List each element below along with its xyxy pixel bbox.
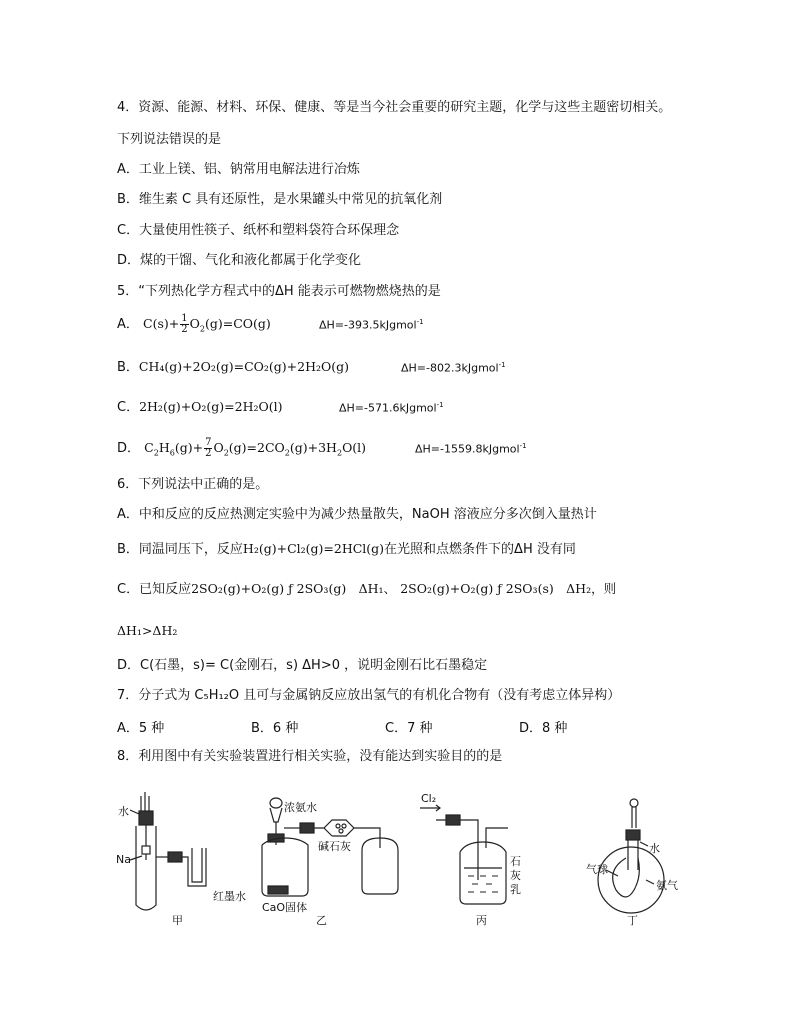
bing-lime-label-3: 乳	[510, 883, 521, 896]
q5-option-b: B．CH₄(g)+2O₂(g)=CO₂(g)+2H₂O(g)	[117, 359, 349, 375]
bing-lime-label-1: 石	[510, 855, 521, 868]
ding-caption: 丁	[627, 914, 638, 927]
q5-stem: 5．“下列热化学方程式中的ΔH 能表示可燃物燃烧热的是	[117, 284, 441, 299]
yi-caption: 乙	[316, 914, 327, 927]
q7-option-a: A．5 种	[117, 721, 165, 736]
yi-ammonia-water-label: 浓氨水	[284, 801, 317, 814]
bing-cl2-label: Cl₂	[421, 792, 437, 805]
q5-b-dh: ΔH=-802.3kJgmol$^{-1}$	[401, 361, 506, 375]
q6-b-equation: H₂(g)+Cl₂(g)=2HCl(g)	[242, 541, 385, 556]
yi-cao-label: CaO固体	[262, 901, 308, 914]
q4-option-a: A．工业上镁、铝、钠常用电解法进行冶炼	[117, 162, 360, 177]
jia-water-label: 水	[118, 805, 129, 818]
q5-d-equation: $C_2H_6(g)+$ $\frac{7}{2}$ $O_2(g)=2CO_2(g)+3H_2O(l)$	[144, 437, 367, 459]
bing-caption: 丙	[476, 914, 487, 927]
q6-c-equation-1: 2SO₂(g)+O₂(g) ƒ 2SO₃(g)	[191, 581, 347, 596]
q7-option-b: B．6 种	[251, 721, 299, 736]
q5-option-d: D． $C_2H_6(g)+$ $\frac{7}{2}$ $O_2(g)=2CO_2(g)+3H_2O(l)$	[117, 437, 367, 459]
q5-b-equation: CH₄(g)+2O₂(g)=CO₂(g)+2H₂O(g)	[138, 359, 349, 374]
q5-a-label: A．	[117, 317, 139, 332]
q4-option-d: D．煤的干馏、气化和液化都属于化学变化	[117, 253, 362, 268]
q5-c-equation: 2H₂(g)+O₂(g)=2H₂O(l)	[139, 399, 283, 414]
q5-c-dh: ΔH=-571.6kJgmol$^{-1}$	[339, 401, 444, 415]
q7-option-c: C．7 种	[385, 721, 433, 736]
jia-na-label: Na	[116, 853, 131, 866]
q4-option-b: B．维生素 C 具有还原性，是水果罐头中常见的抗氧化剂	[117, 192, 443, 207]
q4-stem-line2: 下列说法错误的是	[117, 132, 222, 147]
q5-a-equation: C(s)+ $\frac{1}{2}$ $O_2(g)=CO(g)$	[143, 313, 271, 335]
jia-red-ink-label: 红墨水	[213, 890, 246, 903]
q4-stem-line1: 4．资源、能源、材料、环保、健康、等是当今社会重要的研究主题，化学与这些主题密切相关。	[117, 100, 672, 115]
q7-option-d: D．8 种	[519, 721, 568, 736]
ding-water-label: 水	[649, 842, 660, 855]
q5-option-c: C．2H₂(g)+O₂(g)=2H₂O(l)	[117, 399, 283, 415]
ding-ammonia-label: 氨气	[656, 879, 678, 892]
q6-option-a: A．中和反应的反应热测定实验中为减少热量散失，NaOH 溶液应分多次倒入量热计	[117, 507, 597, 522]
q5-a-dh: ΔH=-393.5kJgmol$^{-1}$	[319, 318, 424, 332]
q5-d-dh: ΔH=-1559.8kJgmol$^{-1}$	[415, 442, 527, 456]
bing-lime-label-2: 灰	[510, 869, 521, 882]
q6-option-c: C．已知反应2SO₂(g)+O₂(g) ƒ 2SO₃(g) ΔH₁、 2SO₂(g)+O₂(g) ƒ 2SO₃(s) ΔH₂，则	[117, 581, 617, 597]
q6-option-c-line2: ΔH₁>ΔH₂	[117, 623, 178, 638]
q6-option-d: D．C(石墨，s)= C(金刚石，s) ΔH>0 ，说明金刚石比石墨稳定	[117, 658, 488, 673]
q4-option-c: C．大量使用性筷子、纸杯和塑料袋符合环保理念	[117, 223, 400, 238]
q6-c-equation-2: 2SO₂(g)+O₂(g) ƒ 2SO₃(s)	[400, 581, 554, 596]
q7-stem: 7．分子式为 C₅H₁₂O 且可与金属钠反应放出氢气的有机化合物有（没有考虑立体异构）	[117, 688, 621, 703]
jia-caption: 甲	[172, 914, 183, 927]
q6-option-b: B．同温同压下，反应H₂(g)+Cl₂(g)=2HCl(g)在光照和点燃条件下的ΔH 没有同	[117, 541, 576, 557]
q8-stem: 8．利用图中有关实验装置进行相关实验，没有能达到实验目的的是	[117, 749, 503, 764]
q6-stem: 6．下列说法中正确的是。	[117, 477, 269, 492]
yi-soda-lime-label: 碱石灰	[318, 840, 351, 853]
ding-balloon-label: 气球	[586, 863, 608, 876]
